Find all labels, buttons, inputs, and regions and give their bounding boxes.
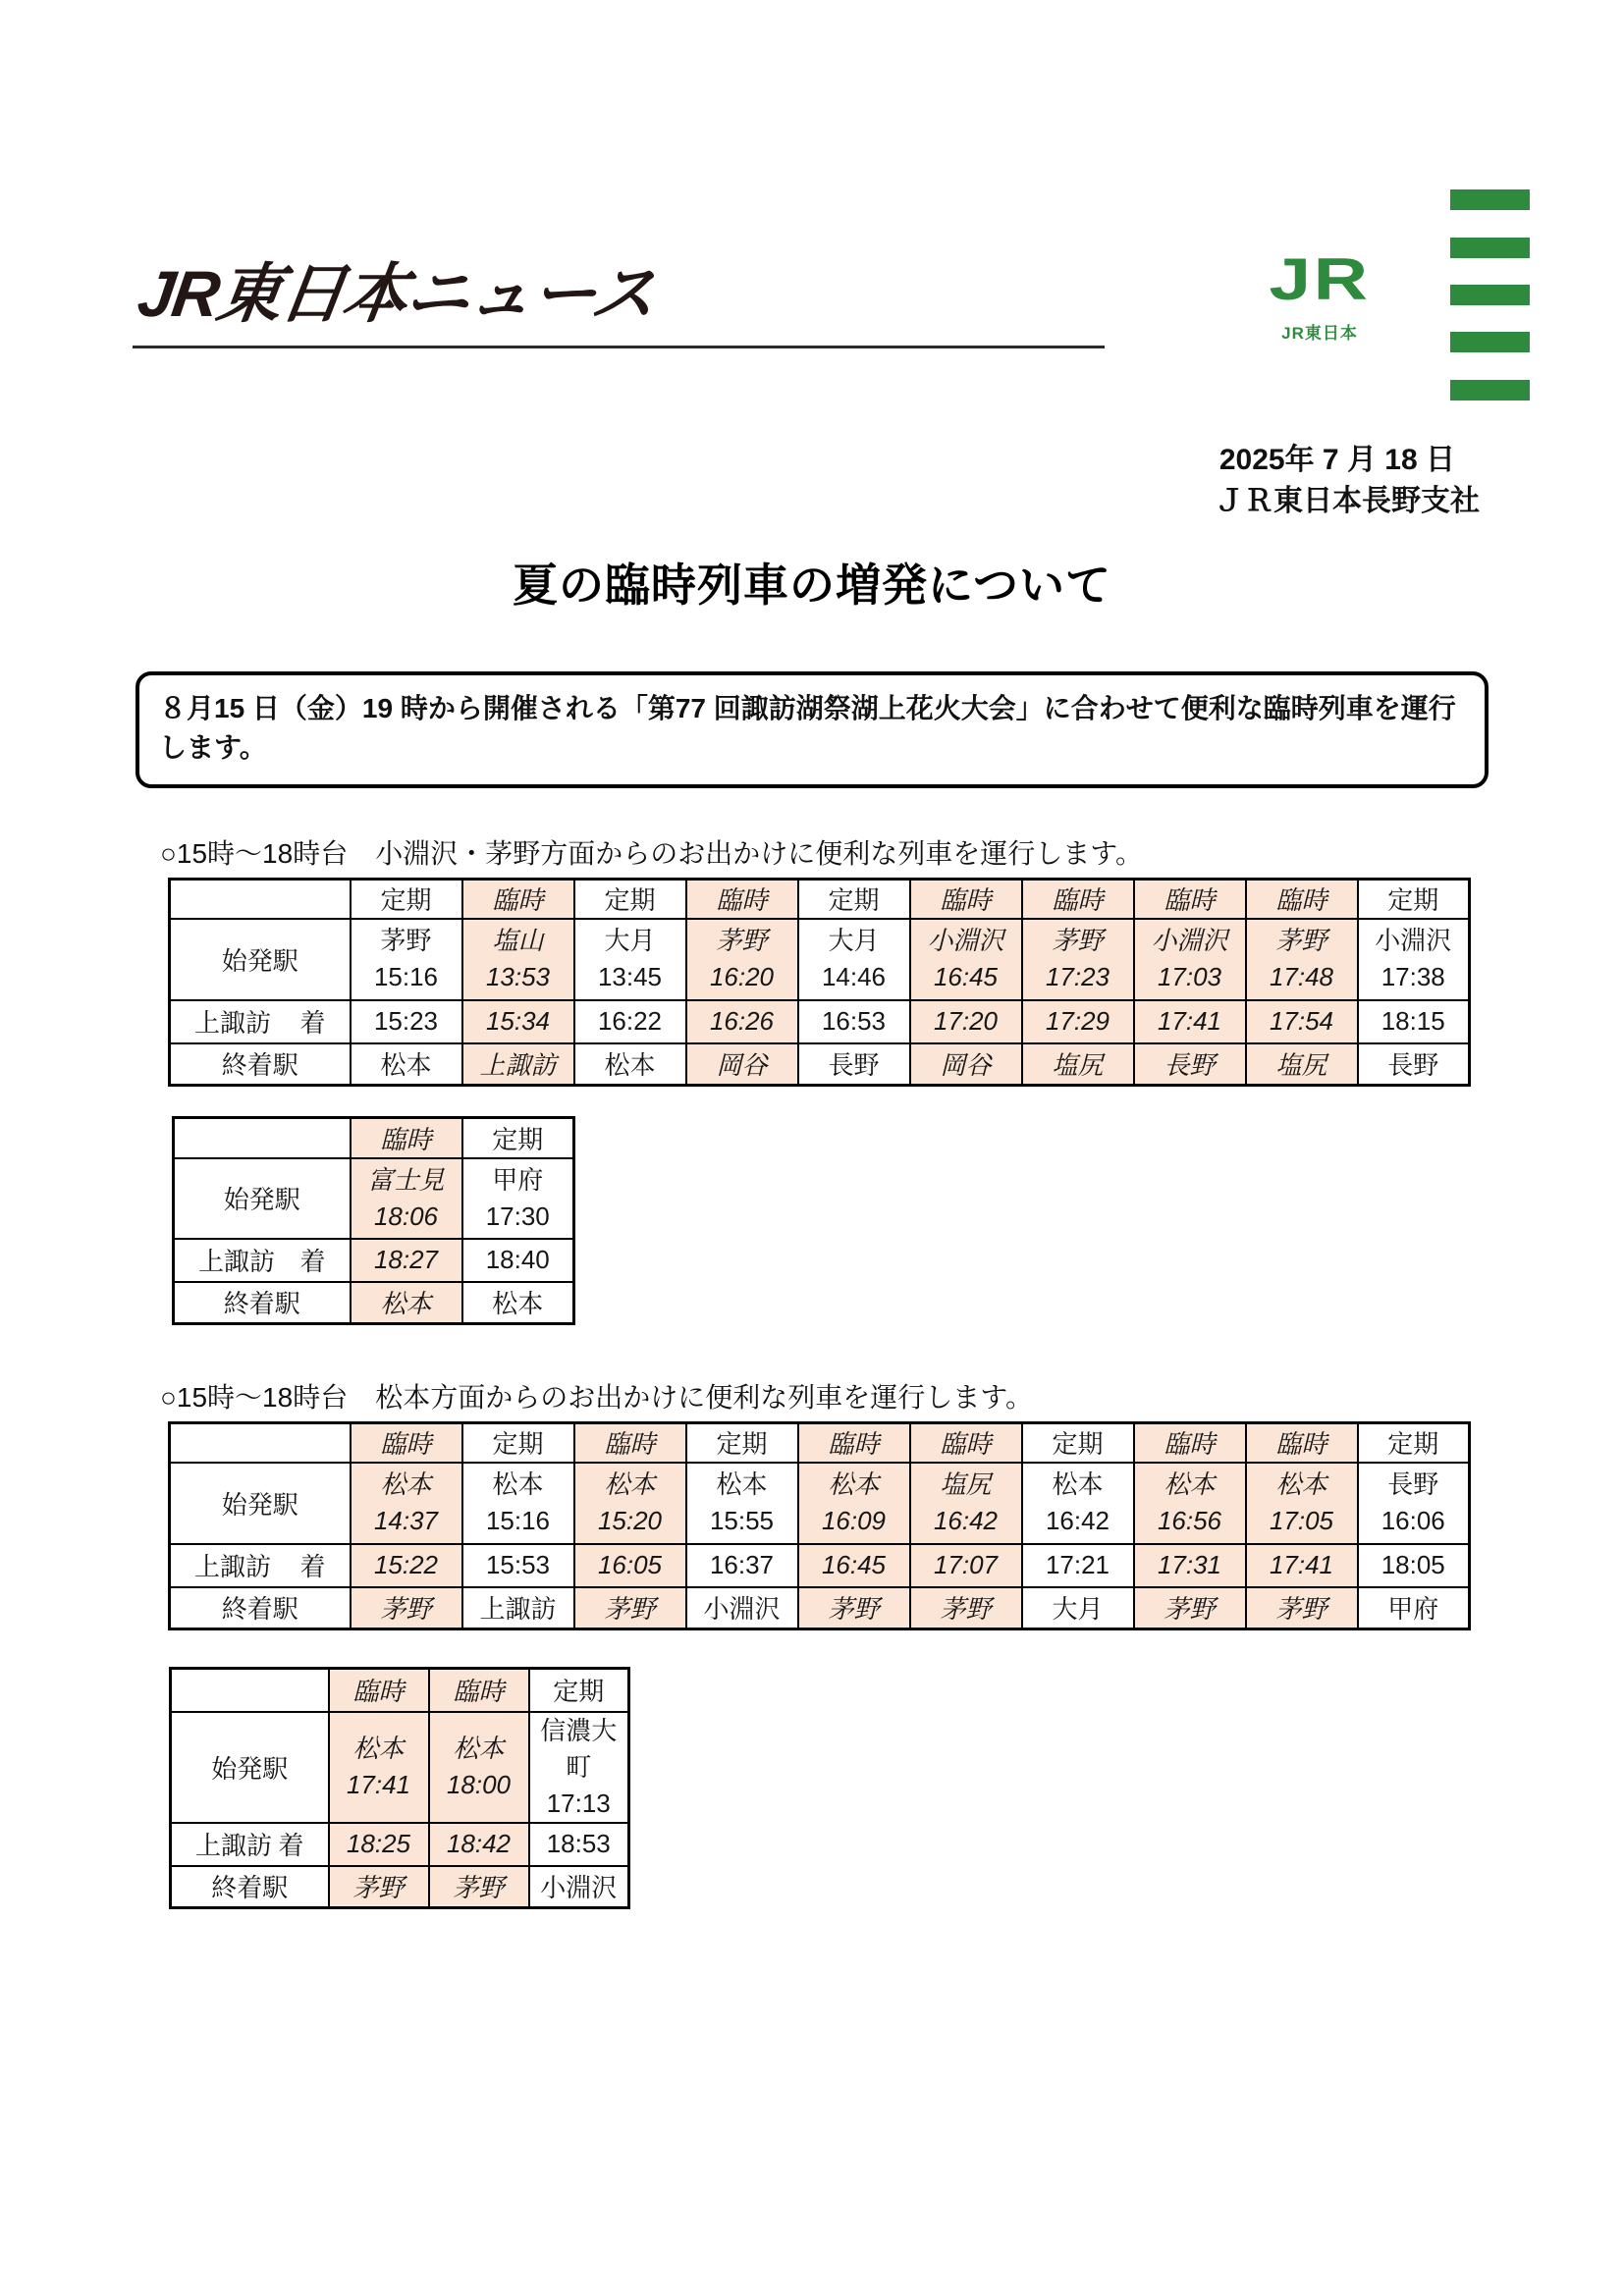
start-station-cell [351,1463,462,1544]
arrival-time-cell: 18:53 [529,1823,629,1866]
train-type-cell: 臨時 [1246,880,1358,919]
logo-underline [133,346,1105,348]
arrival-time-cell: 18:42 [429,1823,529,1866]
start-time: 16:45 [933,962,999,991]
row-label-end: 終着駅 [171,1866,329,1908]
green-stripe [1450,189,1530,210]
start-station: 松本 [380,1469,432,1499]
arrival-time-cell: 18:25 [329,1823,429,1866]
train-type-cell: 臨時 [574,1423,686,1463]
start-station-cell [798,1463,910,1544]
train-type-cell: 臨時 [429,1669,529,1712]
start-station-cell [1134,919,1246,1000]
end-station-cell: 長野 [1134,1043,1246,1086]
end-station-cell: 松本 [351,1043,462,1086]
train-type-cell: 定期 [529,1669,629,1712]
arrive-mark-label: 着 [299,1247,326,1276]
start-time: 17:03 [1157,962,1222,991]
train-type-cell: 臨時 [1022,880,1134,919]
train-type-cell: 定期 [351,880,462,919]
row-label-arrive [174,1239,351,1282]
start-station: 小淵沢 [1151,926,1228,955]
start-station: 茅野 [716,926,768,955]
train-type-cell: 定期 [1022,1423,1134,1463]
train-type-cell: 臨時 [910,1423,1022,1463]
start-station: 大月 [604,926,656,955]
start-time: 17:41 [346,1770,411,1799]
start-station-cell [1358,1463,1470,1544]
start-station: 松本 [352,1734,405,1763]
start-station: 茅野 [380,926,432,955]
start-station-cell [574,1463,686,1544]
date-block [1215,440,1480,522]
green-stripe [1450,332,1530,352]
start-time: 17:23 [1045,962,1110,991]
train-type-cell: 臨時 [1134,880,1246,919]
train-type-cell: 臨時 [329,1669,429,1712]
arrival-time-cell: 15:53 [462,1544,574,1587]
train-type-cell: 臨時 [351,1423,462,1463]
end-station-cell: 茅野 [574,1587,686,1629]
start-station-cell [329,1712,429,1823]
start-station: 松本 [453,1734,505,1763]
arrival-time-cell: 17:21 [1022,1544,1134,1587]
end-station-cell: 茅野 [329,1866,429,1908]
start-station-cell [574,919,686,1000]
end-station-cell: 松本 [462,1282,574,1324]
start-station-cell [686,919,798,1000]
timetable-kobuchizawa-chino-extra [172,1116,575,1325]
start-time: 17:38 [1380,962,1445,991]
departures-for-matsumoto-main [168,1421,1471,1630]
arrival-time-cell: 18:27 [351,1239,462,1282]
arrive-station-label: 上諏訪 [195,1831,273,1860]
row-label-arrive [171,1823,329,1866]
start-station-cell [798,919,910,1000]
arrival-time-cell: 16:53 [798,1000,910,1043]
start-time: 15:20 [597,1506,663,1535]
green-stripe [1450,380,1530,400]
start-station: 信濃大町 [540,1715,618,1782]
arrive-mark-label: 着 [299,1008,326,1038]
start-station-cell [462,1158,574,1239]
start-station: 甲府 [492,1164,544,1195]
arrive-station-label: 上諏訪 [198,1247,276,1276]
start-station: 茅野 [1052,926,1104,955]
start-station: 小淵沢 [1375,926,1452,955]
row-label-start: 始発駅 [171,1712,329,1823]
end-station-cell: 松本 [574,1043,686,1086]
end-station-cell: 茅野 [429,1866,529,1908]
end-station-cell: 塩尻 [1022,1043,1134,1086]
start-station: 大月 [828,926,880,955]
train-type-cell: 定期 [462,1423,574,1463]
end-station-cell: 小淵沢 [686,1587,798,1629]
train-type-cell: 定期 [574,880,686,919]
start-station-cell [1246,919,1358,1000]
start-station: 松本 [604,1469,656,1499]
start-station: 茅野 [1275,926,1327,955]
start-station-cell [1022,1463,1134,1544]
row-label-arrive [170,1000,351,1043]
start-station-cell [910,1463,1022,1544]
end-station-cell: 甲府 [1358,1587,1470,1629]
train-type-cell: 臨時 [798,1423,910,1463]
end-station-cell: 上諏訪 [462,1043,574,1086]
start-station: 富士見 [367,1164,445,1195]
start-station: 松本 [1275,1469,1327,1499]
row-label-end: 終着駅 [170,1587,351,1629]
start-time: 16:42 [933,1506,999,1535]
train-type-cell: 臨時 [462,880,574,919]
arrival-time-cell: 17:31 [1134,1544,1246,1587]
arrival-time-cell: 17:41 [1134,1000,1246,1043]
timetable-matsumoto-extra [169,1667,630,1909]
start-station-cell [1134,1463,1246,1544]
end-station-cell: 岡谷 [910,1043,1022,1086]
train-type-cell: 臨時 [1134,1423,1246,1463]
train-type-cell: 臨時 [1246,1423,1358,1463]
arrival-time-cell: 17:54 [1246,1000,1358,1043]
notice-box [135,671,1489,788]
start-time: 15:16 [485,1506,551,1535]
start-station-cell [910,919,1022,1000]
jr-logo-icon: JR [1269,246,1371,312]
row-label-end: 終着駅 [174,1282,351,1324]
start-station: 塩尻 [940,1469,992,1499]
start-time: 14:37 [373,1506,439,1535]
train-type-cell: 定期 [798,880,910,919]
issuing-branch: ＪＲ東日本長野支社 [1215,485,1480,517]
timetable-matsumoto-main [168,1421,1471,1630]
end-station-cell: 長野 [1358,1043,1470,1086]
start-time: 15:55 [709,1506,775,1535]
row-label-start: 始発駅 [170,1463,351,1544]
start-station-cell [351,919,462,1000]
end-station-cell: 茅野 [1246,1587,1358,1629]
arrival-time-cell: 17:41 [1246,1544,1358,1587]
start-station-cell [529,1712,629,1823]
arrival-time-cell: 15:23 [351,1000,462,1043]
train-type-cell: 臨時 [351,1118,462,1158]
end-station-cell: 大月 [1022,1587,1134,1629]
start-station: 松本 [1164,1469,1216,1499]
start-station: 松本 [492,1469,544,1499]
train-type-cell: 臨時 [686,880,798,919]
train-type-cell: 臨時 [910,880,1022,919]
start-station-cell [462,919,574,1000]
arrival-time-cell: 17:07 [910,1544,1022,1587]
corner-cell [174,1118,351,1158]
start-time: 17:48 [1269,962,1334,991]
start-time: 17:30 [485,1201,550,1231]
section-heading-1: ○15時〜18時台 小淵沢・茅野方面からのお出かけに便利な列車を運行します。 [160,838,1143,869]
jr-logo-label: JR東日本 [1281,324,1358,343]
release-date: 2025年 7 月 18 日 [1218,444,1455,476]
start-station-cell [462,1463,574,1544]
departures-for-kobuchizawa-chino-main [168,878,1471,1087]
green-stripe [1450,285,1530,305]
departures-for-kobuchizawa-chino-extra [172,1116,575,1325]
start-time: 15:16 [373,962,439,991]
start-time: 18:06 [373,1201,439,1231]
start-station: 小淵沢 [927,926,1004,955]
start-time: 13:45 [597,962,663,991]
end-station-cell: 茅野 [351,1587,462,1629]
arrival-time-cell: 18:40 [462,1239,574,1282]
start-time: 16:42 [1045,1506,1110,1535]
start-time: 17:13 [546,1788,611,1818]
row-label-end: 終着駅 [170,1043,351,1086]
row-label-start: 始発駅 [174,1158,351,1239]
arrival-time-cell: 17:20 [910,1000,1022,1043]
jr-east-news-logo: JR東日本ニュース [134,257,660,330]
arrive-mark-label: 着 [278,1831,304,1860]
start-station: 松本 [716,1469,768,1499]
arrival-time-cell: 15:22 [351,1544,462,1587]
start-station-cell [1246,1463,1358,1544]
page-title: 夏の臨時列車の増発について [512,560,1112,611]
end-station-cell: 小淵沢 [529,1866,629,1908]
start-station: 長野 [1387,1469,1439,1499]
start-station-cell [1358,919,1470,1000]
timetable-kobuchizawa-chino-main [168,878,1471,1087]
start-time: 17:05 [1269,1506,1334,1535]
section-heading-2: ○15時〜18時台 松本方面からのお出かけに便利な列車を運行します。 [160,1382,1033,1413]
start-station-cell [1022,919,1134,1000]
arrival-time-cell: 18:15 [1358,1000,1470,1043]
start-station: 松本 [1052,1469,1104,1499]
row-label-arrive [170,1544,351,1587]
start-time: 13:53 [485,962,551,991]
end-station-cell: 長野 [798,1043,910,1086]
row-label-start: 始発駅 [170,919,351,1000]
arrive-station-label: 上諏訪 [194,1008,272,1038]
notice-line-1: ８月15 日（金）19 時から開催される「第77 回諏訪湖祭湖上花火大会」に合わせて便利な臨時列車を運行 [159,693,1456,723]
start-station-cell [351,1158,462,1239]
start-station-cell [429,1712,529,1823]
arrival-time-cell: 16:05 [574,1544,686,1587]
start-time: 16:56 [1157,1506,1222,1535]
start-time: 18:00 [446,1770,512,1799]
green-stripe [1450,238,1530,258]
arrival-time-cell: 17:29 [1022,1000,1134,1043]
start-time: 16:20 [709,962,775,991]
start-time: 16:06 [1380,1506,1445,1535]
end-station-cell: 茅野 [910,1587,1022,1629]
start-station-cell [686,1463,798,1544]
start-station: 塩山 [492,926,544,955]
train-type-cell: 定期 [462,1118,574,1158]
departures-for-matsumoto-extra [169,1667,630,1909]
notice-line-2: します。 [159,732,267,763]
end-station-cell: 茅野 [1134,1587,1246,1629]
end-station-cell: 岡谷 [686,1043,798,1086]
arrival-time-cell: 16:26 [686,1000,798,1043]
start-time: 14:46 [821,962,887,991]
arrive-station-label: 上諏訪 [194,1552,272,1581]
arrival-time-cell: 18:05 [1358,1544,1470,1587]
start-station: 松本 [828,1469,880,1499]
arrival-time-cell: 16:37 [686,1544,798,1587]
end-station-cell: 茅野 [798,1587,910,1629]
train-type-cell: 定期 [1358,1423,1470,1463]
train-type-cell: 定期 [1358,880,1470,919]
arrive-mark-label: 着 [299,1552,326,1581]
end-station-cell: 上諏訪 [462,1587,574,1629]
arrival-time-cell: 16:45 [798,1544,910,1587]
train-type-cell: 定期 [686,1423,798,1463]
arrival-time-cell: 15:34 [462,1000,574,1043]
corner-cell [170,880,351,919]
corner-cell [171,1669,329,1712]
end-station-cell: 松本 [351,1282,462,1324]
end-station-cell: 塩尻 [1246,1043,1358,1086]
arrival-time-cell: 16:22 [574,1000,686,1043]
corner-cell [170,1423,351,1463]
start-time: 16:09 [821,1506,887,1535]
